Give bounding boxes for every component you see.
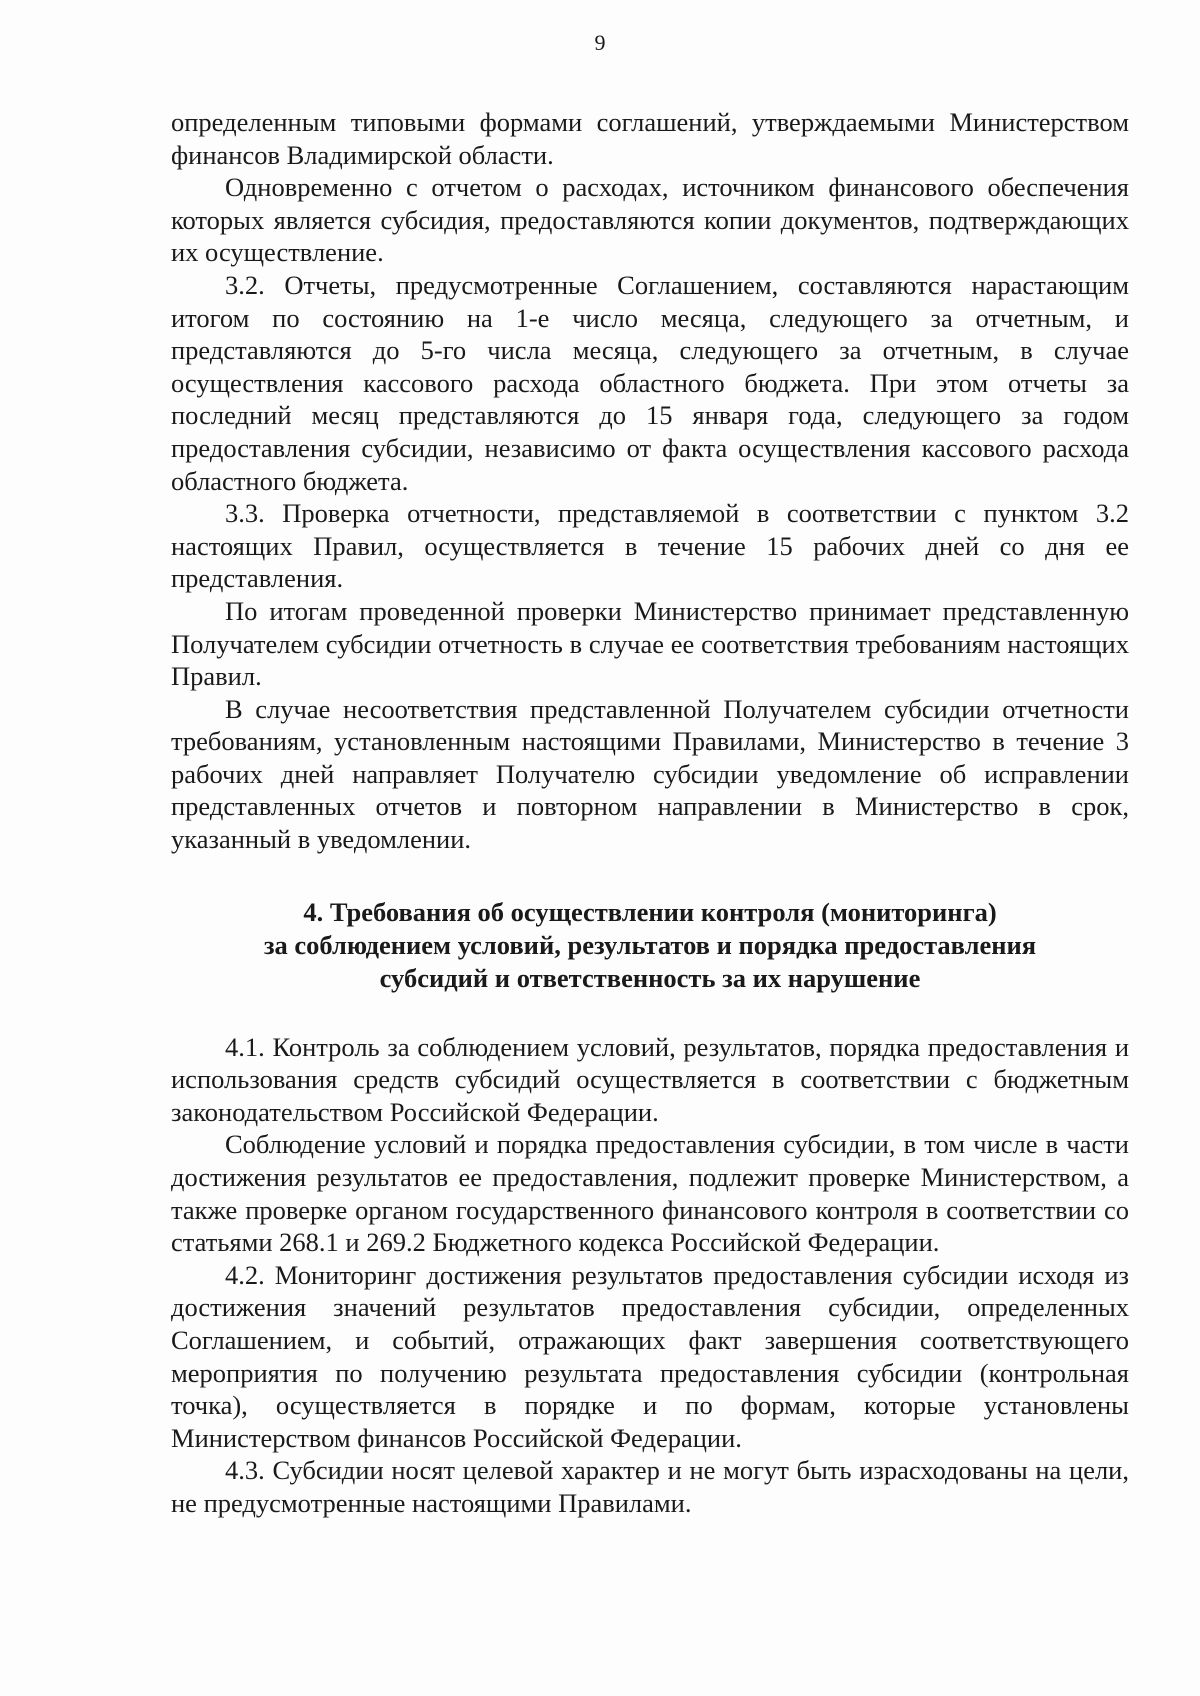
paragraph-4-1: 4.1. Контроль за соблюдением условий, результатов, порядка предоставления и использования средств субсидий осуществляется в соответствии с бюджетным законодательством Российской Федерации.	[171, 1031, 1129, 1127]
paragraph-4-2: 4.2. Мониторинг достижения результатов предоставления субсидии исходя из достижения значений результатов предоставления субсидии, определенных Соглашением, и событий, отражающих факт завершения соответствующего мероприятия по получению результата предоставления субсидии (контрольная точка), осуществляется в порядке и по формам, которые установлены Министерством финансов Российской Федерации.	[171, 1259, 1129, 1453]
section-heading	[171, 896, 1129, 995]
paragraph-3-2: 3.2. Отчеты, предусмотренные Соглашением, составляются нарастающим итогом по состоянию на 1-е число месяца, следующего за отчетным, и представляются до 5-го числа месяца, следующего за отчетным, в случае осуществления кассового расхода областного бюджета. При этом отчеты за последний месяц представляются до 15 января года, следующего за годом предоставления субсидии, независимо от факта осуществления кассового расхода областного бюджета.	[171, 269, 1129, 496]
section-heading-line: за соблюдением условий, результатов и порядка предоставления	[263, 929, 1037, 960]
section-heading-line: 4. Требования об осуществлении контроля (мониторинга)	[303, 896, 997, 927]
paragraph-3-3: 3.3. Проверка отчетности, представляемой в соответствии с пунктом 3.2 настоящих Правил, осуществляется в течение 15 рабочих дней со дня ее представления.	[171, 498, 1129, 594]
paragraph: В случае несоответствия представленной Получателем субсидии отчетности требованиям, установленным настоящими Правилами, Министерство в течение 3 рабочих дней направляет Получателю субсидии уведомление об исправлении представленных отчетов и повторном направлении в Министерство в срок, указанный в уведомлении.	[171, 693, 1129, 855]
paragraph: Одновременно с отчетом о расходах, источником финансового обеспечения которых является субсидия, предоставляются копии документов, подтверждающих их осуществление.	[171, 172, 1129, 268]
paragraph-4-3: 4.3. Субсидии носят целевой характер и не могут быть израсходованы на цели, не предусмотренные настоящими Правилами.	[171, 1455, 1129, 1518]
document-body	[171, 106, 1129, 1520]
page-number: 9	[594, 30, 606, 55]
paragraph: определенным типовыми формами соглашений, утверждаемыми Министерством финансов Владимирской области.	[171, 107, 1129, 170]
paragraph: Соблюдение условий и порядка предоставления субсидии, в том числе в части достижения результатов ее предоставления, подлежит проверке Министерством, а также проверке органом государственного финансового контроля в соответствии со статьями 268.1 и 269.2 Бюджетного кодекса Российской Федерации.	[171, 1129, 1129, 1258]
paragraph: По итогам проведенной проверки Министерство принимает представленную Получателем субсидии отчетность в случае ее соответствия требованиям настоящих Правил.	[171, 595, 1129, 692]
section-heading-line: субсидий и ответственность за их нарушение	[379, 962, 921, 993]
